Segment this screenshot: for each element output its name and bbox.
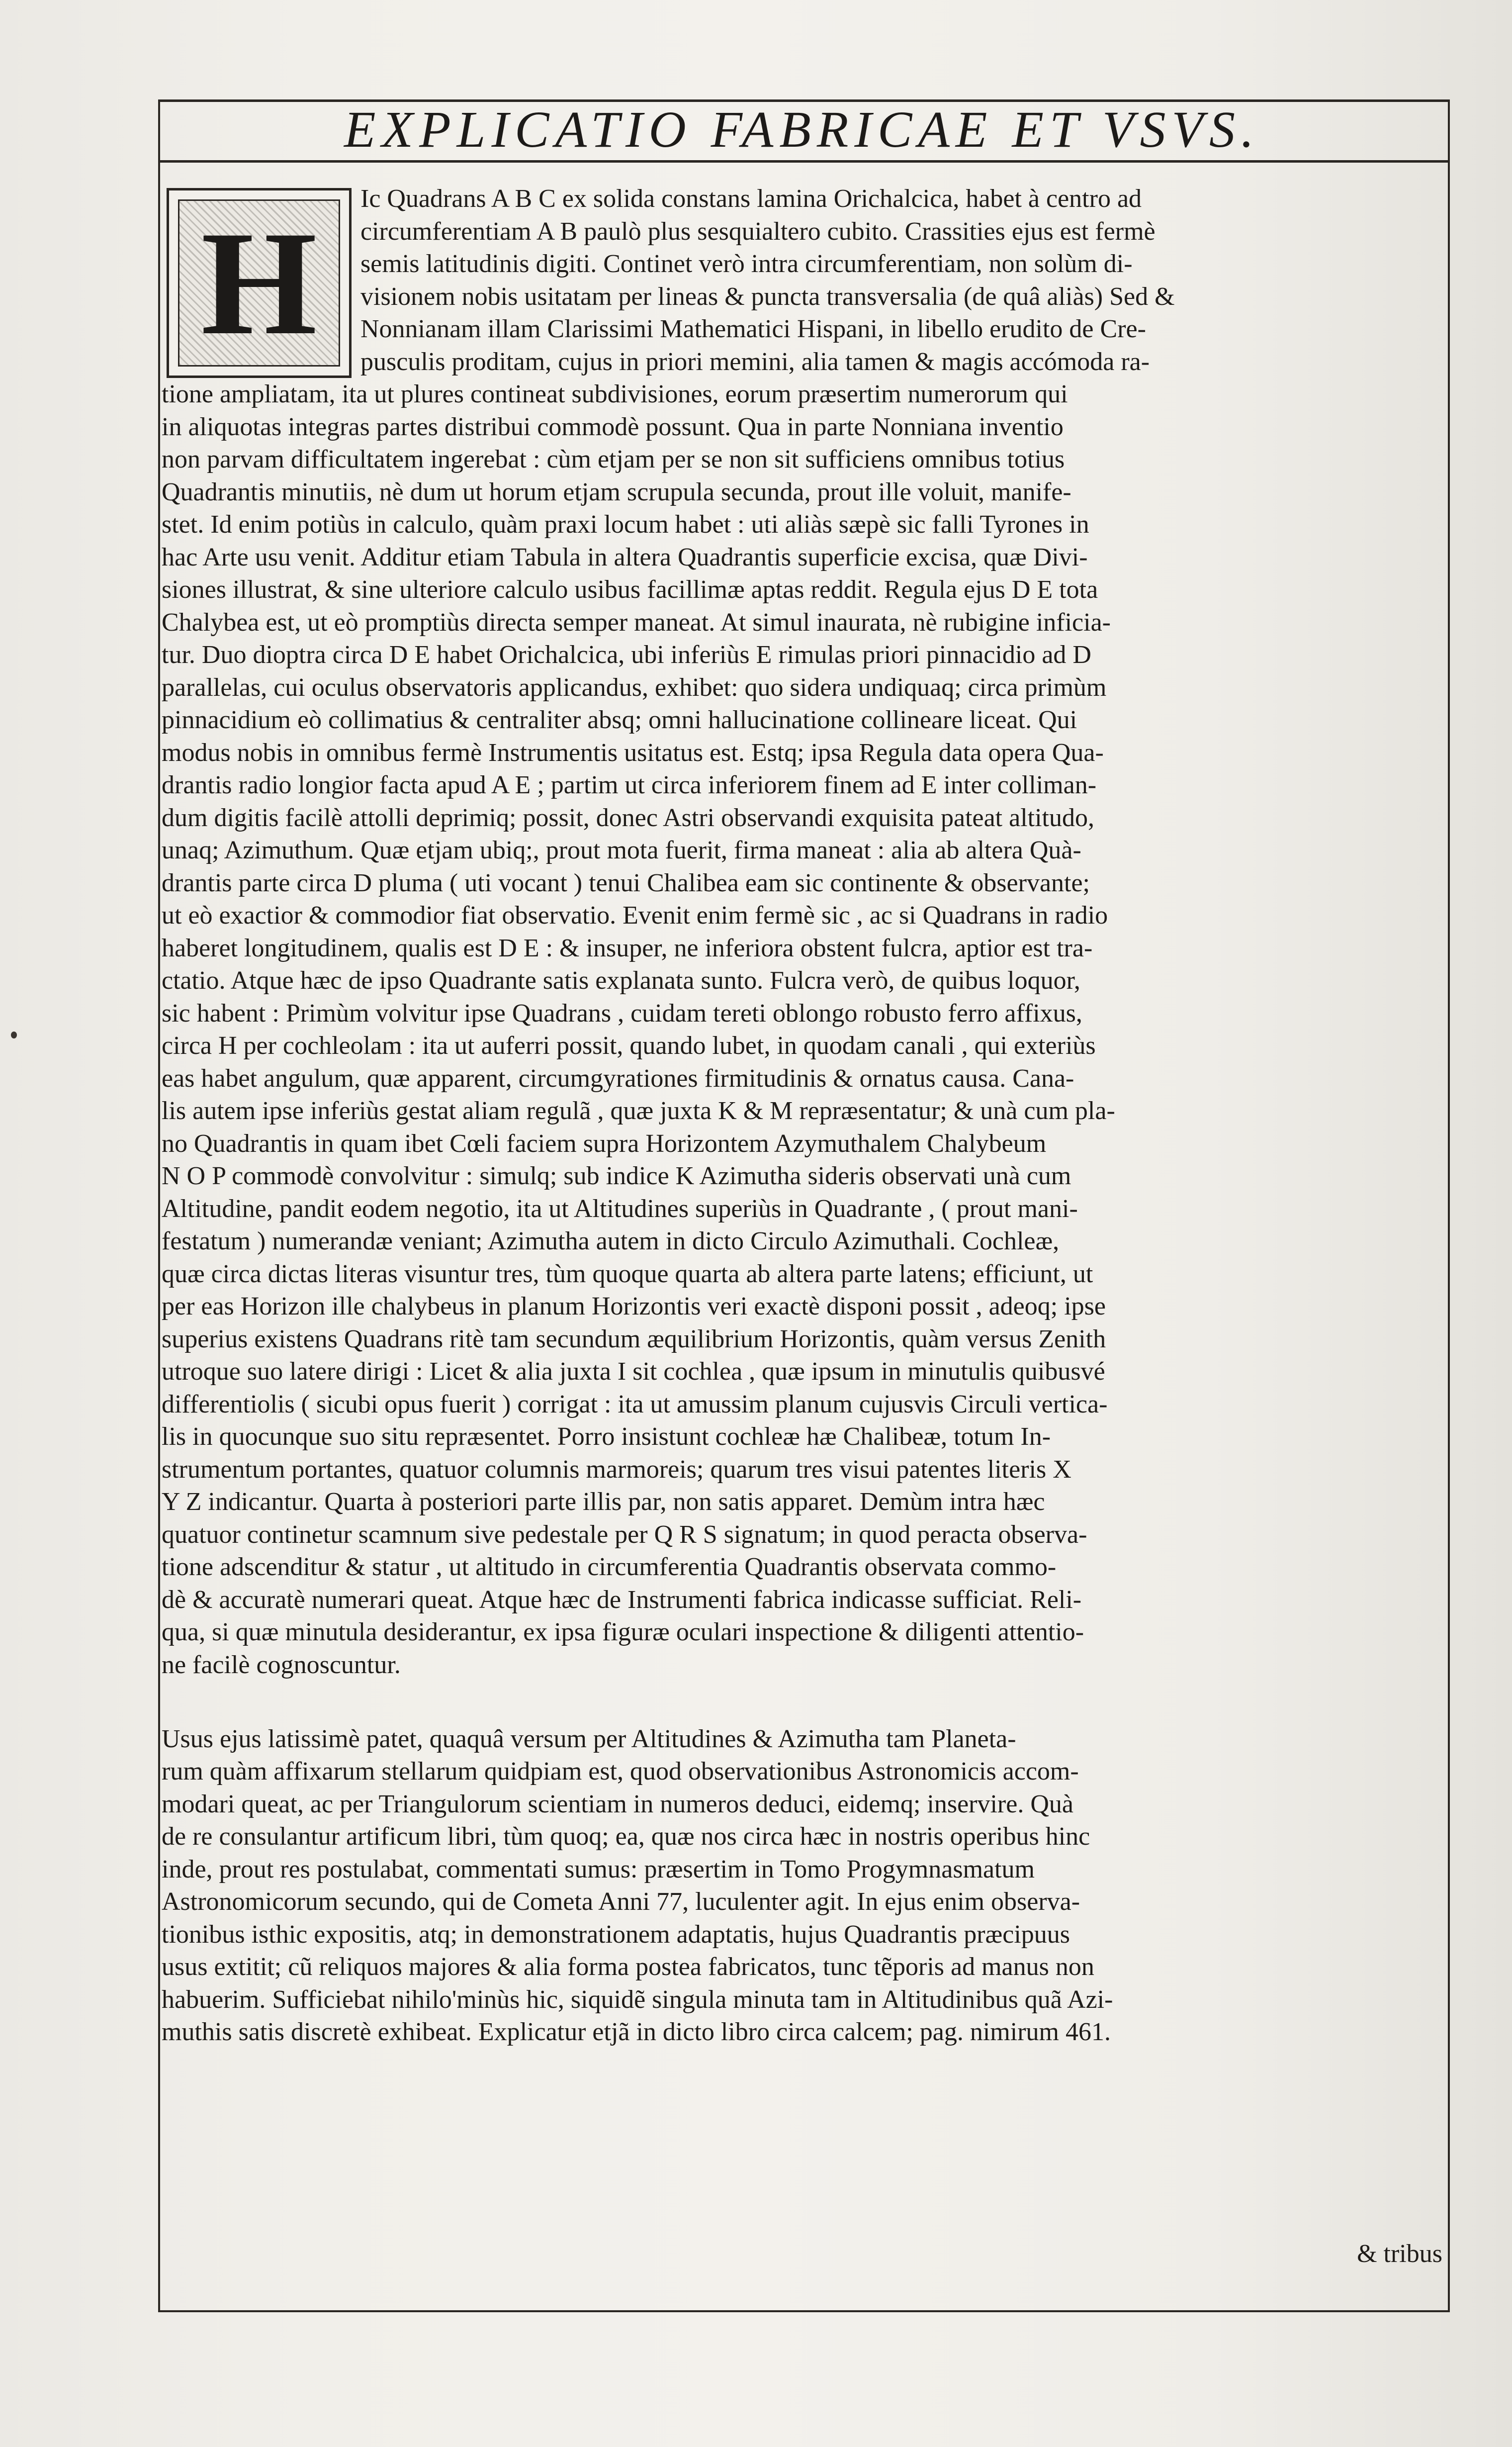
text-line: usus extitit; cũ reliquos majores & alia forma postea fabricatos, tunc tẽporis ad manus non <box>162 1953 1094 1981</box>
text-line: stet. Id enim potiùs in calculo, quàm praxi locum habet : uti aliàs sæpè sic falli Tyrones in <box>162 510 1089 539</box>
text-line: circa H per cochleolam : ita ut auferri possit, quando lubet, in quodam canali , qui exteriùs <box>162 1032 1096 1060</box>
text-line: quæ circa dictas literas visuntur tres, tùm quoque quarta ab altera parte latens; efficiunt, ut <box>162 1260 1093 1288</box>
text-line: Altitudine, pandit eodem negotio, ita ut Altitudines superiùs in Quadrante , ( prout mani- <box>162 1195 1078 1223</box>
text-line: sic habent : Primùm volvitur ipse Quadrans , cuidam tereti oblongo robusto ferro affixus, <box>162 999 1082 1028</box>
text-line: pinnacidium eò collimatius & centraliter absq; omni hallucinatione collineare liceat. Qui <box>162 706 1077 734</box>
initial-letter: H <box>201 200 317 366</box>
text-line: tur. Duo dioptra circa D E habet Orichalcica, ubi inferiùs E rimulas priori pinnacidio ad D <box>162 641 1091 669</box>
text-line: utroque suo latere dirigi : Licet & alia juxta I sit cochlea , quæ ipsum in minutulis quibusvé <box>162 1357 1105 1386</box>
text-line: drantis radio longior facta apud A E ; partim ut circa inferiorem finem ad E inter colliman- <box>162 771 1097 799</box>
text-line: dum digitis facilè attolli deprimiq; possit, donec Astri observandi exquisita pateat altitudo, <box>162 804 1094 832</box>
text-line: lis in quocunque suo situ repræsentet. Porro insistunt cochleæ hæ Chalibeæ, totum In- <box>162 1422 1051 1451</box>
text-line: festatum ) numerandæ veniant; Azimutha autem in dicto Circulo Azimuthali. Cochleæ, <box>162 1227 1060 1255</box>
text-line: Y Z indicantur. Quarta à posteriori parte illis par, non satis apparet. Demùm intra hæc <box>162 1488 1045 1516</box>
text-line: strumentum portantes, quatuor columnis marmoreis; quarum tres visui patentes literis X <box>162 1455 1071 1484</box>
text-line: siones illustrat, & sine ulteriore calculo usibus facillimæ aptas reddit. Regula ejus D E tota <box>162 575 1098 604</box>
text-line: Ic Quadrans A B C ex solida constans lamina Orichalcica, habet à centro ad <box>360 185 1142 213</box>
text-line: drantis parte circa D pluma ( uti vocant ) tenui Chalibea eam sic continente & observante; <box>162 869 1090 897</box>
text-line: muthis satis discretè exhibeat. Explicatur etjã in dicto libro circa calcem; pag. nimirum 461. <box>162 2018 1111 2046</box>
text-line: parallelas, cui oculus observatoris applicandus, exhibet: quo sidera undiquaq; circa primùm <box>162 673 1107 702</box>
text-line: tione adscenditur & statur , ut altitudo in circumferentia Quadrantis observata commo- <box>162 1553 1057 1581</box>
text-line: qua, si quæ minutula desiderantur, ex ipsa figuræ oculari inspectione & diligenti attentio- <box>162 1618 1084 1646</box>
page-title: EXPLICATIO FABRICAE ET VSVS. <box>344 101 1260 158</box>
text-line: ut eò exactior & commodior fiat observatio. Evenit enim fermè sic , ac si Quadrans in radio <box>162 901 1108 930</box>
text-line: pusculis proditam, cujus in priori memini, alia tamen & magis accómoda ra- <box>360 348 1150 376</box>
text-line: tionibus isthic expositis, atq; in demonstrationem adaptatis, hujus Quadrantis præcipuus <box>162 1920 1070 1949</box>
initial-ornament <box>178 199 340 367</box>
text-line: modari queat, ac per Triangulorum scientiam in numeros deduci, eidemq; inservire. Quà <box>162 1790 1073 1818</box>
text-line: rum quàm affixarum stellarum quidpiam est, quod observationibus Astronomicis accom- <box>162 1757 1079 1786</box>
text-line: per eas Horizon ille chalybeus in planum Horizontis veri exactè disponi possit , adeoq; ipse <box>162 1292 1106 1320</box>
text-line: ctatio. Atque hæc de ipso Quadrante satis explanata sunto. Fulcra verò, de quibus loquor, <box>162 966 1080 995</box>
text-line: habuerim. Sufficiebat nihilo'minùs hic, siquidẽ singula minuta tam in Altitudinibus quã Azi- <box>162 1985 1113 2014</box>
text-line: quatuor continetur scamnum sive pedestale per Q R S signatum; in quod peracta observa- <box>162 1520 1087 1549</box>
text-line: semis latitudinis digiti. Continet verò intra circumferentiam, non solùm di- <box>360 250 1133 278</box>
text-line: Quadrantis minutiis, nè dum ut horum etjam scrupula secunda, prout ille voluit, manife- <box>162 478 1071 506</box>
text-line: no Quadrantis in quam ibet Cœli faciem supra Horizontem Azymuthalem Chalybeum <box>162 1129 1047 1158</box>
text-line: Usus ejus latissimè patet, quaquâ versum per Altitudines & Azimutha tam Planeta- <box>162 1725 1016 1753</box>
text-line: superius existens Quadrans ritè tam secundum æquilibrium Horizontis, quàm versus Zenith <box>162 1325 1106 1353</box>
text-line: de re consulantur artificum libri, tùm quoq; ea, quæ nos circa hæc in nostris operibus hinc <box>162 1822 1090 1851</box>
title-rule <box>158 160 1448 163</box>
text-line: visionem nobis usitatam per lineas & puncta transversalia (de quâ aliàs) Sed & <box>360 282 1175 311</box>
text-line: in aliquotas integras partes distribui commodè possunt. Qua in parte Nonniana inventio <box>162 413 1064 441</box>
text-line: circumferentiam A B paulò plus sesquialtero cubito. Crassities ejus est fermè <box>360 217 1156 246</box>
text-line: ne facilè cognoscuntur. <box>162 1651 401 1679</box>
text-line: haberet longitudinem, qualis est D E : & insuper, ne inferiora obstent fulcra, aptior est tra- <box>162 934 1093 962</box>
text-line: Astronomicorum secundo, qui de Cometa Anni 77, luculenter agit. In ejus enim observa- <box>162 1887 1080 1916</box>
text-line: modus nobis in omnibus fermè Instrumentis usitatus est. Estq; ipsa Regula data opera Qua- <box>162 739 1104 767</box>
text-line: tione ampliatam, ita ut plures contineat subdivisiones, eorum præsertim numerorum qui <box>162 380 1068 408</box>
text-line: non parvam difficultatem ingerebat : cùm etjam per se non sit sufficiens omnibus totius <box>162 445 1065 473</box>
catchword: & tribus <box>1357 2240 1442 2268</box>
text-line: unaq; Azimuthum. Quæ etjam ubiq;, prout mota fuerit, firma maneat : alia ab altera Quà- <box>162 836 1081 864</box>
text-line: N O P commodè convolvitur : simulq; sub indice K Azimutha sideris observati unà cum <box>162 1162 1071 1190</box>
decorated-initial <box>167 188 352 378</box>
text-line: dè & accuratè numerari queat. Atque hæc de Instrumenti fabrica indicasse sufficiat. Reli- <box>162 1586 1082 1614</box>
text-line: differentiolis ( sicubi opus fuerit ) corrigat : ita ut amussim planum cujusvis Circuli vertica- <box>162 1390 1108 1418</box>
text-line: hac Arte usu venit. Additur etiam Tabula in altera Quadrantis superficie excisa, quæ Divi- <box>162 543 1088 571</box>
text-line <box>162 1682 1447 1713</box>
text-line: eas habet angulum, quæ apparent, circumgyrationes firmitudinis & ornatus causa. Cana- <box>162 1064 1074 1093</box>
text-line: Chalybea est, ut eò promptiùs directa semper maneat. At simul inaurata, nè rubigine inficia- <box>162 608 1111 637</box>
margin-mark <box>11 1032 17 1038</box>
text-line: lis autem ipse inferiùs gestat aliam regulã , quæ juxta K & M repræsentatur; & unà cum pla- <box>162 1097 1115 1125</box>
text-line: Nonnianam illam Clarissimi Mathematici Hispani, in libello erudito de Cre- <box>360 315 1146 343</box>
text-line: inde, prout res postulabat, commentati sumus: præsertim in Tomo Progymnasmatum <box>162 1855 1035 1883</box>
